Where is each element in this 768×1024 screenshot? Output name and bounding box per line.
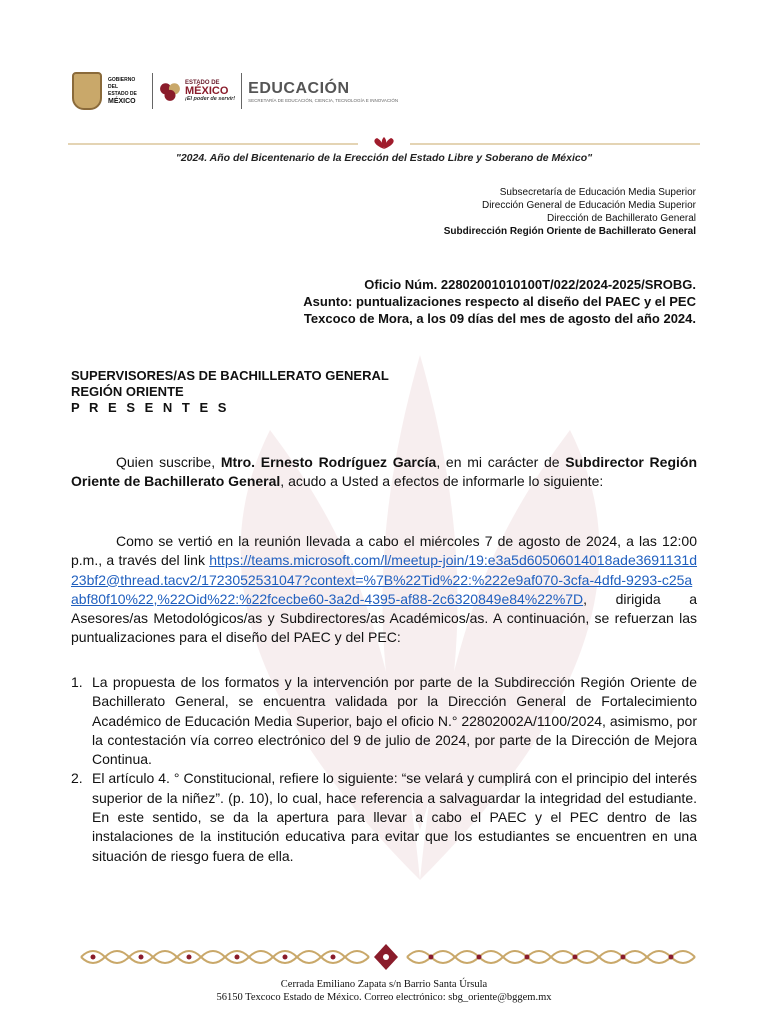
recipient-block: SUPERVISORES/AS DE BACHILLERATO GENERAL REGIÓN ORIENTE P R E S E N T E S xyxy=(71,368,389,415)
oficio-block xyxy=(303,276,696,327)
paragraph-intro: Quien suscribe, Mtro. Ernesto Rodríguez García, en mi carácter de Subdirector Región Oriente de Bachillerato General, acudo a Usted a efectos de informarle lo siguiente: xyxy=(71,454,698,490)
oficio-number: Oficio Núm. 22802001010100T/022/2024-2025/SROBG. xyxy=(364,277,696,292)
logo-divider xyxy=(241,73,242,109)
header-ornament-line xyxy=(68,137,700,151)
oficio-subject: Asunto: puntualizaciones respecto al diseño del PAEC y el PEC xyxy=(303,294,696,309)
footer-ornament-band xyxy=(76,942,696,972)
logo-divider xyxy=(152,73,153,109)
oficio-place-date: Texcoco de Mora, a los 09 días del mes de agosto del año 2024. xyxy=(303,311,696,326)
edomex-logo: ESTADO DE MÉXICO ¡El poder de servir! xyxy=(159,79,235,103)
department-block: Subsecretaría de Educación Media Superior Dirección General de Educación Media Superior Dirección de Bachillerato General Subdirección Región Oriente de Bachillerato General xyxy=(443,187,696,237)
teams-meeting-link[interactable]: https://teams.microsoft.com/l/meetup-join/19:e3a5d60506014018ade3691131d23bf2@thread.tacv2/1723052531047?context=%7B%22Tid%22:%222e9af070-3cfa-4dfd-9293-c25aabf80f10%22,%22Oid%22:%22fcecbe60-3a2d-4395-af88-2c6320849e84%22%7D xyxy=(71,552,697,607)
signer-role: Subdirector Región Oriente de Bachillerato General xyxy=(71,454,698,490)
points-list xyxy=(71,673,697,866)
state-shield-icon xyxy=(72,72,102,110)
edomex-flower-icon xyxy=(159,80,181,102)
signer-name: Mtro. Ernesto Rodríguez García xyxy=(220,454,437,470)
paragraph-meeting: Como se vertió en la reunión llevada a cabo el miércoles 7 de agosto de 2024, a las 12:00 p.m., a través del link https://teams.microsoft.com/l/meetup-join/19:e3a5d60506014018ade3691131d23bf2@thread.tacv2/1723052531047?context=%7B%22Tid%22:%222e9af070-3cfa-4dfd-9293-c25aabf80f10%22,%22Oid%22:%22fcecbe60-3a2d-4395-af88-2c6320849e84%22%7D, dirigida a Asesores/as Metodológicos/as y Subdirectores/as Académicos/as. A continuación, se refuerzan las puntualizaciones para el diseño del PAEC y del PEC: xyxy=(71,533,697,646)
gobierno-logo-text: GOBIERNO DEL ESTADO DE MÉXICO xyxy=(108,77,137,105)
year-motto: "2024. Año del Bicentenario de la Erección del Estado Libre y Soberano de México" xyxy=(175,152,593,164)
list-item: 1. La propuesta de los formatos y la intervención por parte de la Subdirección Región Oriente de Bachillerato General, se encuentra validada por la Dirección General de Fortalecimiento Académico de Educación Media Superior, bajo el oficio N.° 22802002A/1100/2024, asimismo, por la contestación vía correo electrónico del 9 de julio de 2024, por parte de la Dirección de Mejora Continua. xyxy=(71,674,697,768)
educacion-logo: EDUCACIÓN SECRETARÍA DE EDUCACIÓN, CIENCIA, TECNOLOGÍA E INNOVACIÓN xyxy=(248,79,399,103)
footer-address: Cerrada Emiliano Zapata s/n Barrio Santa Úrsula 56150 Texcoco Estado de México. Correo electrónico: sbg_oriente@bggem.mx xyxy=(216,979,552,1003)
header-logos xyxy=(72,70,398,112)
list-item: 2. El artículo 4. ° Constitucional, refiere lo siguiente: “se velará y cumplirá con el principio del interés superior de la niñez”. (p. 10), lo cual, hace referencia a salvaguardar la integridad del estudiante. En este sentido, se da la apertura para llevar a cabo el PAEC y el PEC dentro de las instalaciones de la institución educativa para evitar que los estudiantes se encuentren en una situación de riesgo fuera de ella. xyxy=(71,770,697,864)
